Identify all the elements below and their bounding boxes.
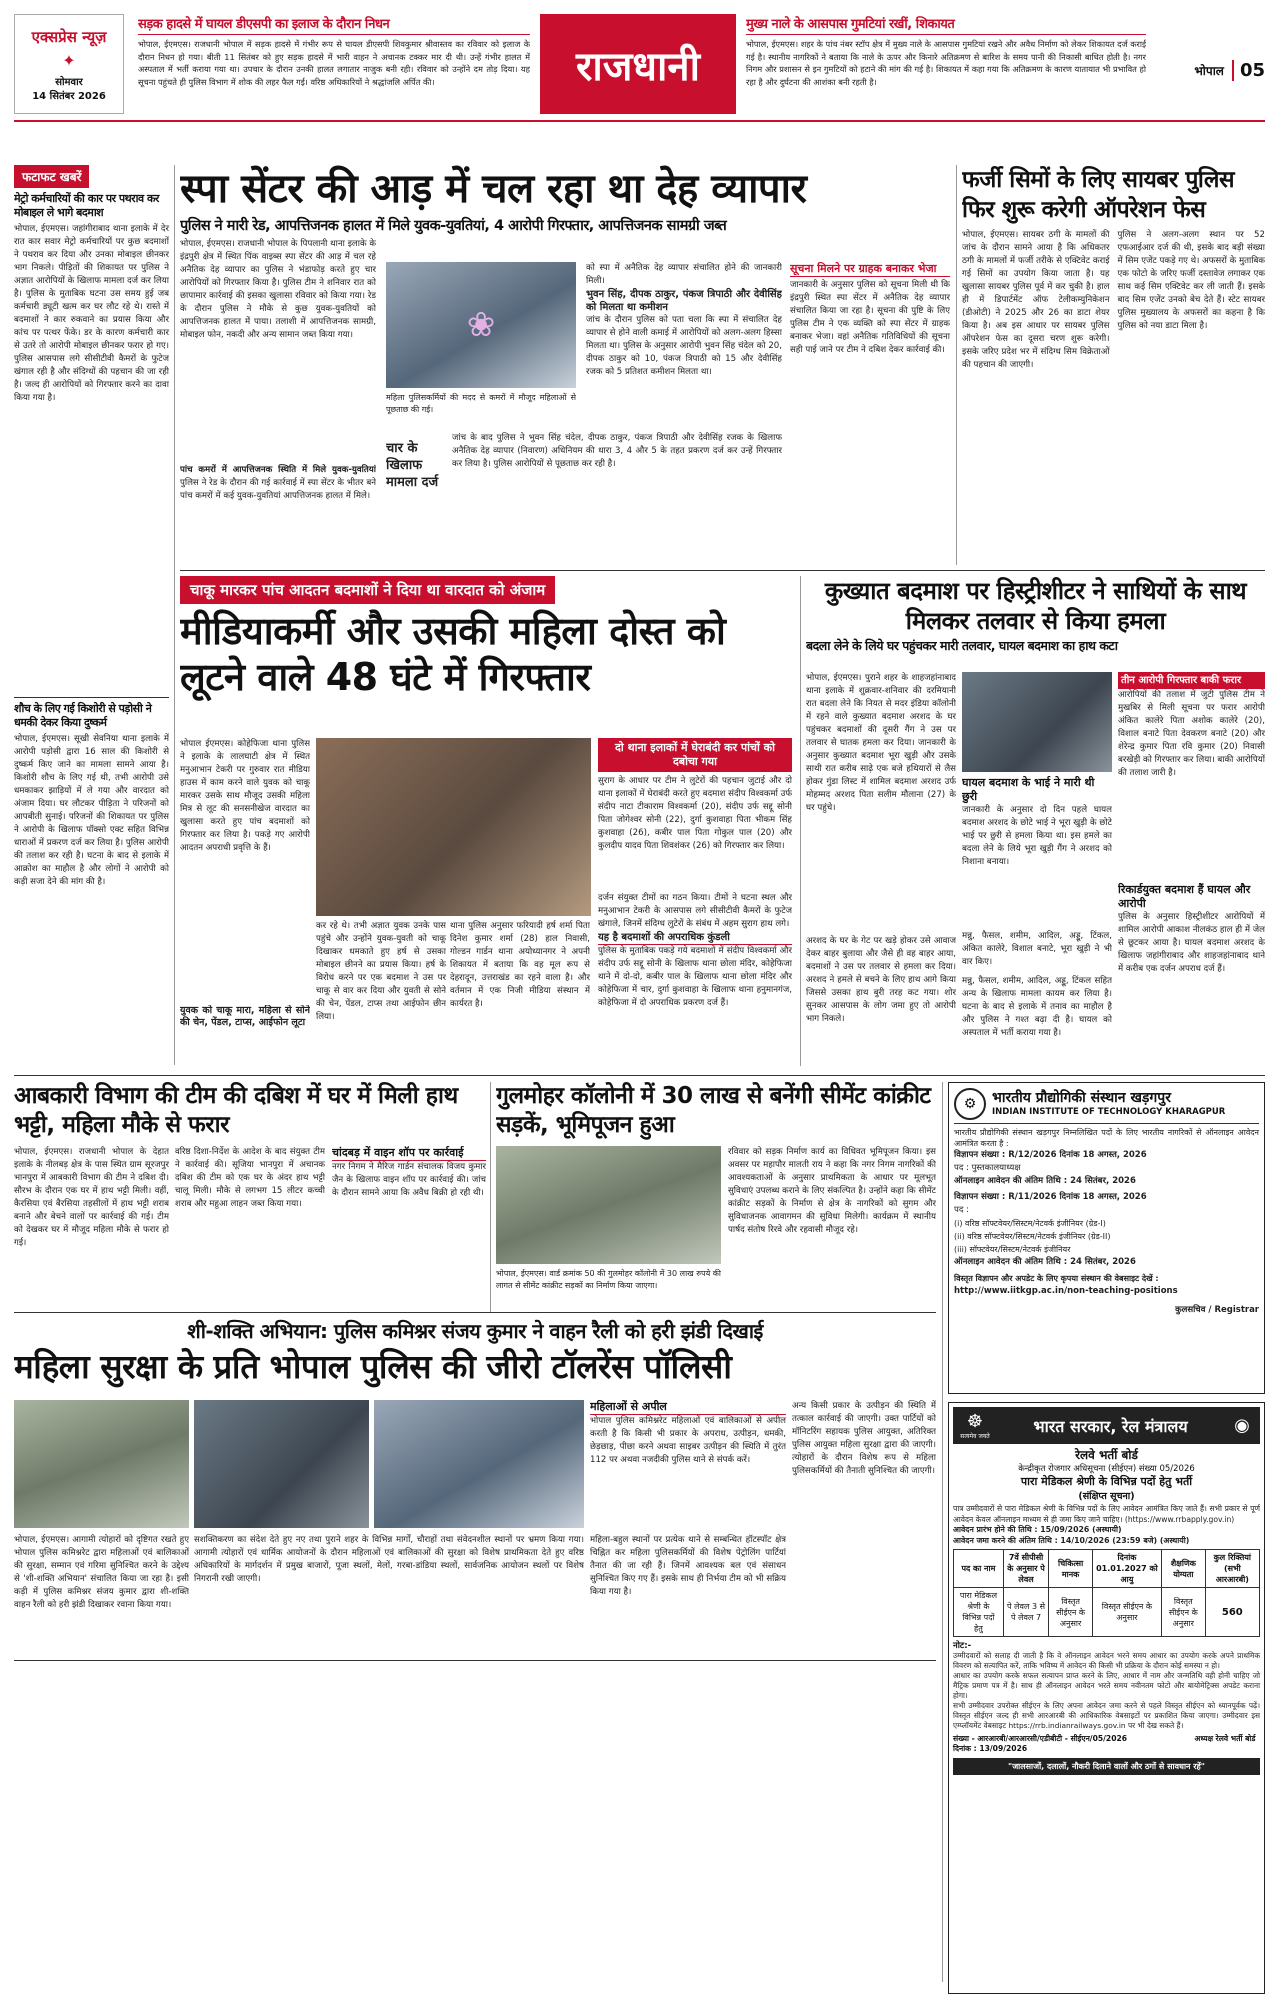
media-box-title: दो थाना इलाकों में घेराबंदी कर पांचों को दबोचा गया bbox=[598, 738, 792, 772]
paper-name: एक्सप्रेस न्यूज़ bbox=[31, 28, 107, 46]
railway-intro: पात्र उम्मीदवारों से पारा मेडिकल श्रेणी के विभिन्न पदों के लिए आवेदन आमंत्रित किए जाते हैं। सभी प्रकार से पूर्ण आवेदन केवल ऑनलाइन माध्यम से ही जमा किए जाने चाहिए। (https://www.rrbapply.gov.in) bbox=[953, 1504, 1260, 1524]
iit-sign: कुलसचिव / Registrar bbox=[1175, 1305, 1259, 1315]
railway-td-3: विस्तृत सीईएन के अनुसार bbox=[1092, 1588, 1161, 1637]
attack-box1-body: जानकारी के अनुसार दो दिन पहले घायल बदमाश अरशद के छोटे भाई ने भूरा खुड़ी के छोटे भाई पर छुरी से हमला किया था। इस हमले का बदला लेने के लिये भूरा खुड़ी गैंग ने अरशद को निशाना बनाया। bbox=[962, 805, 1112, 867]
shakti-box-body: भोपाल पुलिस कमिश्नरेट महिलाओं एवं बालिकाओं से अपील करती है कि किसी भी प्रकार के अपराध, उत्पीड़न, धमकी, छेड़छाड़, पीछा करने अथवा साइबर उत्पीड़न की स्थिति में तुरंत 112 पर अथवा नजदीकी पुलिस थाने से संपर्क करें। bbox=[590, 1416, 786, 1465]
spa-four-body: जांच के बाद पुलिस ने भुवन सिंह चंदेल, दीपक ठाकुर, पंकज त्रिपाठी और देवीसिंह रजक के खिलाफ अनैतिक देह व्यापार (निवारण) अधिनियम की धारा 3, 4 और 5 के तहत प्रकरण दर्ज कर उन्हें गिरफ्तार कर लिया है। पुलिस आरोपियों से पूछताछ कर रही है। bbox=[452, 433, 782, 469]
fatafat-label: फटाफट खबरें bbox=[14, 165, 89, 188]
attack-headline: कुख्यात बदमाश पर हिस्ट्रीशीटर ने साथियों के साथ मिलकर तलवार से किया हमला bbox=[824, 577, 1247, 635]
railway-sankhya: संख्या - आरआरबी/आरआरसी/एडीबीटी - सीईएन/05/2026 bbox=[953, 1734, 1128, 1743]
iit-intro: भारतीय प्रौद्योगिकी संस्थान खड़गपुर निम्नलिखित पदों के लिए भारतीय नागरिकों से ऑनलाइन आवेदन आमंत्रित करता है : bbox=[954, 1128, 1259, 1148]
railway-warning: "जालसाजों, दलालों, नौकरी दिलाने वालों और ठगों से सावधान रहें" bbox=[953, 1758, 1260, 1775]
media-photo bbox=[316, 738, 591, 916]
top-right-body: भोपाल, ईएमएस। शहर के पांच नंबर स्टॉप क्षेत्र में मुख्य नाले के आसपास गुमटियां रखने और अवैध निर्माण को लेकर शिकायत दर्ज कराई गई है। स्थानीय नागरिकों ने बताया कि नाले के ऊपर और किनारे अतिक्रमण से बारिश के समय पानी की निकासी बाधित होती है। नगर निगम और प्रशासन से इन गुमटियों को हटाने की मांग की गई है। शिकायत में कहा गया कि अतिक्रमण के कारण यातायात भी प्रभावित हो रहा है और दुर्घटना की आशंका बनी रहती है। bbox=[746, 39, 1146, 87]
abkari-box-body: नगर निगम ने मैरिज गार्डन संचालक विजय कुमार जैन के खिलाफ वाइन शॉप पर कार्रवाई की। जांच के दौरान सामने आया कि अवैध बिक्री हो रही थी। bbox=[332, 1162, 486, 1198]
media-box-body: सुराग के आधार पर टीम ने लुटेरों की पहचान जुटाई और दो थाना इलाकों में घेराबंदी करते हुए बदमाश संदीप विश्वकर्मा उर्फ संदीप नाटा टीकाराम विश्वकर्मा (20), संदीप उर्फ सद्दू सोनी पिता जोगेश्वर सोनी (22), दुर्गा कुशवाहा पिता भीकम सिंह कुशवाहा (26), कबीर पाल पिता गोकुल पाल (20) और कुलदीप यादव पिता शिवशंकर (26) को गिरफ्तार कर लिया। bbox=[598, 776, 792, 851]
iit-adv1: विज्ञापन संख्या : R/12/2026 दिनांक 18 अगस्त, 2026 bbox=[954, 1150, 1147, 1160]
railway-note1: उम्मीदवारों को सलाह दी जाती है कि वे ऑनलाइन आवेदन भरने समय आधार का उपयोग करके अपने प्राथमिक विवरण को सत्यापित करें, ताकि भविष्य में आवेदन की किसी भी प्रक्रिया के दौरान कोई समस्या न हो। bbox=[953, 1651, 1260, 1670]
iit-emblem-icon: ⚙ bbox=[954, 1088, 986, 1120]
cyber-story bbox=[962, 165, 1265, 565]
railway-cen: केन्द्रीकृत रोजगार अधिसूचना (सीईएन) संख्या 05/2026 bbox=[1018, 1464, 1195, 1474]
fatafat-column bbox=[14, 165, 169, 1065]
shakti-headline: महिला सुरक्षा के प्रति भोपाल पुलिस की जीरो टॉलरेंस पॉलिसी bbox=[14, 1347, 732, 1386]
attack-side2-body: पुलिस के अनुसार हिस्ट्रीशीटर आरोपियों में शामिल आरोपी आकाश नीलकंठ हाल ही में जेल से छूटकर आया है। घायल बदमाश अरशद के खिलाफ जहांगीराबाद और शाहजहांनाबाद थाने में करीब एक दर्जन अपराध दर्ज हैं। bbox=[1118, 912, 1265, 974]
railway-title: पारा मेडिकल श्रेणी के विभिन्न पदों हेतु भर्ती bbox=[1020, 1475, 1193, 1488]
shakti-photo-2 bbox=[194, 1400, 369, 1528]
shakti-col4: अन्य किसी प्रकार के उत्पीड़न की स्थिति में तत्काल कार्रवाई की जाएगी। उक्त पार्टियों को मॉनिटरिंग सहायक पुलिस आयुक्त, अतिरिक्त पुलिस आयुक्त महिला सुरक्षा द्वारा की जाएगी। त्योहारों के दौरान विशेष रूप से महिला पुलिसकर्मियों की तैनाती सुनिश्चित की जाएगी। bbox=[792, 1401, 936, 1476]
railway-subtitle: (संक्षिप्त सूचना) bbox=[1078, 1491, 1135, 1502]
media-col3 bbox=[598, 892, 792, 1070]
star-icon: ✦ bbox=[62, 51, 76, 70]
railway-td-4: विस्तृत सीईएन के अनुसार bbox=[1161, 1588, 1205, 1637]
page-number: 05 bbox=[1232, 60, 1265, 81]
spa-box bbox=[790, 262, 950, 554]
city-label: भोपाल bbox=[1194, 63, 1224, 78]
media-kicker: चाकू मारकर पांच आदतन बदमाशों ने दिया था वारदात को अंजाम bbox=[180, 576, 555, 604]
attack-box1 bbox=[962, 776, 1112, 926]
shakti-photo-1 bbox=[14, 1400, 189, 1528]
iit-last2: ऑनलाइन आवेदन की अंतिम तिथि : 24 सितंबर, 2026 bbox=[954, 1257, 1136, 1267]
iit-post2a: (i) वरिष्ठ सॉफ्टवेयर/सिस्टम/नेटवर्क इंजीनियर (ग्रेड-I) bbox=[954, 1219, 1106, 1228]
fatafat-item2-headline: शौच के लिए गई किशोरी से पड़ोसी ने धमकी देकर किया दुष्कर्म bbox=[14, 702, 152, 729]
iit-post2-label: पद : bbox=[954, 1205, 969, 1215]
media-body4: पुलिस के मुताबिक पकड़े गये बदमाशों में संदीप विश्वकर्मा और संदीप उर्फ सद्दू सोनी के खिलाफ थाना छोला मंदिर, कोहेफिजा थाने में दो-दो, कबीर पाल के खिलाफ थाना छोला मंदिर और कोहेफिजा में चार, दुर्गा कुशवाहा के खिलाफ थाना हनुमानगंज, कोहेफिजा में दो अपराधिक प्रकरण दर्ज हैं। bbox=[598, 946, 792, 1008]
spa-photo bbox=[386, 262, 576, 388]
railway-th-3: दिनांक 01.01.2027 को आयु bbox=[1092, 1550, 1161, 1588]
fatafat-item2-body: भोपाल, ईएमएस। सूखी सेवनिया थाना इलाके में आरोपी पड़ोसी द्वारा 16 साल की किशोरी से दुष्कर्म किए जाने का मामला सामने आया है। किशोरी शौच के लिए गई थी, तभी आरोपी उसे धमकाकर झाड़ियों में ले गया और वारदात को अंजाम दिया। घर लौटकर पीड़िता ने परिजनों को आपबीती सुनाई। परिजनों की शिकायत पर पुलिस ने आरोपी के खिलाफ पॉक्सो एक्ट सहित विभिन्न धाराओं में प्रकरण दर्ज कर लिया है। पुलिस आरोपी की तलाश कर रही है। घटना के बाद से इलाके में आक्रोश का माहौल है और लोगों ने आरोपी को कड़ी सजा देने की मांग की है। bbox=[14, 734, 169, 887]
fatafat-item1-headline: मेट्रो कर्मचारियों की कार पर पथराव कर मोबाइल ले भागे बदमाश bbox=[14, 192, 159, 219]
railway-table bbox=[953, 1549, 1260, 1637]
spa-body2-text: पुलिस ने रेड के दौरान की गई कार्रवाई में स्पा सेंटर के भीतर बने पांच कमरों में कई युवक-युवतियां आपत्तिजनक हालत में मिले। bbox=[180, 478, 376, 501]
attack-body: भोपाल, ईएमएस। पुराने शहर के शाहजहांनाबाद थाना इलाके में शुक्रवार-शनिवार की दरमियानी रात बदला लेने कि नियत से मदर इंडिया कॉलोनी में रहने वाले कुख्यात बदमाश अरशद के घर पहुंचकर बदमाशों की दूसरी गैंग ने उस पर तलवार से घातक हमला कर दिया। जानकारी के अनुसार कुख्यात बदमाश भूरा खुड़ी और उसके साथी रात करीब साढ़े एक बजे हथियारों से लैस होकर गुंडा लिस्ट में शामिल बदमाश अरशद उर्फ मोहम्मद अरशद पिता सलीम मौलाना (27) के घर पहुंचे। bbox=[806, 673, 956, 813]
shakti-body: भोपाल, ईएमएस। आगामी त्योहारों को दृष्टिगत रखते हुए भोपाल पुलिस कमिश्नरेट द्वारा महिलाओं एवं बालिकाओं की सुरक्षा, सम्मान एवं गरिमा सुनिश्चित करने के उद्देश्य से 'शी-शक्ति अभियान' संचालित किया जा रहा है। इसी कड़ी में पुलिस कमिश्नर संजय कुमार द्वारा शी-शक्ति वाहन रैली को हरी झंडी दिखाकर रवाना किया गया। bbox=[14, 1535, 189, 1610]
section-banner bbox=[540, 14, 736, 114]
spa-body2 bbox=[180, 464, 376, 554]
attack-col2: मन्नु, फैसल, शमीम, आदिल, अड्डू, टिंकल, अंकित कालेरे, विशाल बनाटे, भूरा खुड़ी ने भी वार किए। bbox=[962, 931, 1112, 967]
railway-th-1: 7वें सीपीसी के अनुसार पे लेवल bbox=[1003, 1550, 1048, 1588]
abkari-headline: आबकारी विभाग की टीम की दबिश में घर में मिली हाथ भट्टी, महिला मौके से फरार bbox=[14, 1083, 458, 1138]
cyber-body: भोपाल, ईएमएस। सायबर ठगी के मामलों की जांच के दौरान सामने आया है कि अधिकतर ठगी के मामलों में फर्जी तरीके से एक्टिवेट कराई गई सिमों का उपयोग किया जाता है। यह खुलासा सायबर पुलिस पूर्व में कर चुकी है। हाल ही में डिपार्टमेंट ऑफ टेलीकम्युनिकेशन (डीओटी) ने 2025 और 26 का डाटा शेयर किया है। अब इस आधार पर सायबर पुलिस ऑपरेशन फेस का दूसरा चरण शुरू करेगी। इसके जरिए प्रदेश भर में संदिग्ध सिम विक्रेताओं की पहचान की जाएगी। bbox=[962, 230, 1110, 370]
top-left-headline: सड़क हादसे में घायल डीएसपी का इलाज के दौरान निधन bbox=[138, 14, 530, 35]
attack-body2: अरशद के घर के गेट पर खड़े होकर उसे आवाज देकर बाहर बुलाया और जैसे ही वह बाहर आया, बदमाशों ने उस पर तलवार से हमला कर दिया। अरशद ने हमले से बचने के लिए हाथ आगे किया जिससे उसका हाथ बुरी तरह कट गया। शोर सुनकर आसपास के लोग जमा हुए तो आरोपी भाग निकले। bbox=[806, 936, 956, 1024]
spa-body: भोपाल, ईएमएस। राजधानी भोपाल के पिपलानी थाना इलाके के इंद्रपुरी क्षेत्र में स्थित पिंक वाइब्स स्पा सेंटर की आड़ में चल रहे अनैतिक देह व्यापार का पुलिस ने भंडाफोड़ करते हुए चार आरोपियों को गिरफ्तार किया है। पुलिस टीम ने शनिवार रात को छापामार कार्रवाई की इसका खुलासा रविवार को किया गया। रेड के दौरान पुलिस ने मौके से कुछ युवक-युवतियों को आपत्तिजनक हालत में पाया। तलाशी में आपत्तिजनक सामग्री, मोबाइल फोन, नकदी और अन्य सामान जब्त किया गया। bbox=[180, 239, 376, 340]
spa-col3-text: को स्पा में अनैतिक देह व्यापार संचालित होने की जानकारी मिली। bbox=[586, 263, 782, 286]
abkari-body: भोपाल, ईएमएस। राजधानी भोपाल के देहात इलाके के नीलबड़ क्षेत्र के पास स्थित ग्राम सूरजपुर भानपुरा में आबकारी विभाग की टीम ने दबिश दी। सौरभ के दौरान एक घर में हाथ भट्टी मिली। वहीं, कैरसिया एवं बैरसिया तहसीलों में हाथ भट्टी शराब बनाने और बेचने वालों पर कार्रवाई की गई। टीम को देखकर घर में मौजूद महिला मौके से फरार हो गई। bbox=[14, 1147, 169, 1248]
attack-side1-title: तीन आरोपी गिरफ्तार बाकी फरार bbox=[1118, 672, 1265, 689]
top-left-story bbox=[138, 14, 530, 114]
spa-four-title: चार के खिलाफ मामला दर्ज bbox=[386, 441, 439, 490]
railway-td-2: विस्तृत सीईएन के अनुसार bbox=[1049, 1588, 1093, 1637]
media-sub3: यह है बदमाशों की अपराधिक कुंडली bbox=[598, 931, 792, 945]
railway-td-5: 560 bbox=[1205, 1588, 1259, 1637]
spa-box-title: सूचना मिलने पर ग्राहक बनाकर भेजा bbox=[790, 262, 950, 277]
media-col2: कर रहे थे। तभी अज्ञात युवक उनके पास पहुंचे और उन्होंने युवक-युवती को चाकू दिखाकर धमकाते हुए हर्ष से उसका मोबाइल छीनने का प्रयास किया। हर्ष के विरोध करने पर एक बदमाश ने उस पर चाकू से वार कर दिया और युवती से सोने की चेन, पेंडल, टाप्स तथा आईफोन छीन लिया। bbox=[316, 921, 446, 1022]
section-title: राजधानी bbox=[576, 43, 700, 90]
shakti-box bbox=[590, 1400, 786, 1528]
railway-note3: सभी उम्मीदवार उपरोक्त सीईएन के लिए अपना आवेदन जमा करने से पहले विस्तृत सीईएन को ध्यानपूर्वक पढ़ें। विस्तृत सीईएन जल्द ही सभी आरआरबी की आधिकारिक वेबसाइटों पर प्रकाशित किया जाएगा। उम्मीदवार इस एम्प्लॉयमेंट वेबसाइट https://rrb.indianrailways.gov.in पर भी देख सकते हैं। bbox=[953, 1701, 1260, 1730]
iit-last1: ऑनलाइन आवेदन की अंतिम तिथि : 24 सितंबर, 2026 bbox=[954, 1176, 1136, 1186]
shakti-story bbox=[14, 1318, 936, 1398]
railway-note2: आधार का उपयोग करके सफल सत्यापन प्राप्त करने के लिए, आधार में नाम और जन्मतिथि वही होनी चाहिए जो मैट्रिक प्रमाण पत्र में है। साथ ही ऑनलाइन आवेदन भरते समय नवीनतम फोटो और बायोमेट्रिक्स अपडेट कराना होगा। bbox=[953, 1671, 1260, 1700]
page-info bbox=[1150, 55, 1265, 85]
spa-photo-caption: महिला पुलिसकर्मियों की मदद से कमरों में मौजूद महिलाओं से पूछताछ की गई। bbox=[386, 393, 576, 414]
cyber-body2: पुलिस ने अलग-अलग स्थान पर 52 एफआईआर दर्ज की थी, इसके बाद बड़ी संख्या में सिम एजेंट पकड़े गए थे। अफसरों के मुताबिक एक फोटो के जरिए फर्जी दस्तावेज लगाकर एक साथ कई सिम एक्टिवेट कर ली जाती हैं। इसके बाद सिम एजेंट उनको बेच देते हैं। स्टेट सायबर पुलिस मुख्यालय के अफसरों का कहना है कि पुलिस को नया डाटा मिला है। bbox=[1117, 230, 1265, 331]
spa-subhead: पुलिस ने मारी रेड, आपत्तिजनक हालत में मिले युवक-युवतियां, 4 आरोपी गिरफ्तार, आपत्तिजनक सामग्री जब्त bbox=[180, 218, 727, 234]
attack-subhead: बदला लेने के लिये घर पहुंचकर मारी तलवार, घायल बदमाश का हाथ कटा bbox=[806, 638, 1118, 653]
attack-side1-body: आरोपियों की तलाश में जुटी पुलिस टीम ने मुखबिर से मिली सूचना पर फरार आरोपी अंकित कालेरे पिता अशोक कालेरे (20), विशाल बनाटे पिता देवकरण बनाटे (20) और शेरेन्द्र कुमार पिता रवि कुमार (20) निवासी बरखेड़ी को गिरफ्तार कर लिया। बाकी आरोपियों की तलाश जारी है। bbox=[1118, 690, 1265, 778]
railway-td-0: पारा मेडिकल श्रेणी के विभिन्न पदों हेतु bbox=[954, 1588, 1004, 1637]
iit-hindi-name: भारतीय प्रौद्योगिकी संस्थान खड़गपुर bbox=[992, 1090, 1171, 1106]
top-left-body: भोपाल, ईएमएस। राजधानी भोपाल में सड़क हादसे में गंभीर रूप से घायल डीएसपी शिवकुमार श्रीवास्तव का रविवार को इलाज के दौरान निधन हो गया। बीती 11 सितंबर को हुए सड़क हादसे में भारी वाहन ने अचानक टक्कर मार दी थी। उन्हें गंभीर हालत में अस्पताल में भर्ती कराया गया था। उपचार के दौरान उनकी हालत लगातार नाजुक बनी रही। रविवार को उन्होंने दम तोड़ दिया। यह सूचना पहुंचते ही पुलिस विभाग में शोक की लहर फैल गई। वरिष्ठ अधिकारियों ने श्रद्धांजलि अर्पित की। bbox=[138, 39, 530, 87]
attack-col3: मन्नु, फैसल, शमीम, आदिल, अड्डू, टिंकल सहित अन्य के खिलाफ मामला कायम कर लिया है। घटना के बाद से इलाके में तनाव का माहौल है और पुलिस ने गश्त बढ़ा दी है। घायल को अस्पताल में भर्ती कराया गया है। bbox=[962, 976, 1112, 1038]
masthead-logo-box bbox=[14, 14, 124, 114]
gulmohar-headline: गुलमोहर कॉलोनी में 30 लाख से बनेंगी सीमेंट कांक्रीट सड़कें, भूमिपूजन हुआ bbox=[496, 1083, 931, 1138]
abkari-box-title: चांदबड़ में वाइन शॉप पर कार्रवाई bbox=[332, 1146, 486, 1161]
shakti-col2: सशक्तिकरण का संदेश देते हुए नए तथा पुराने शहर के विभिन्न मार्गों, चौराहों तथा संवेदनशील स्थानों पर भ्रमण किया गया। आगामी त्योहारों एवं धार्मिक आयोजनों के दौरान महिलाओं एवं बालिकाओं की सुरक्षा को विशेष प्राथमिकता देते हुए वरिष्ठ अधिकारियों के मार्गदर्शन में प्रमुख बाजारों, पूजा स्थलों, मेलों, गरबा-डांडिया स्थलों, सार्वजनिक आयोजन स्थलों पर विशेष निगरानी रखी जाएगी। bbox=[194, 1535, 584, 1584]
spa-headline: स्पा सेंटर की आड़ में चल रहा था देह व्यापार bbox=[180, 166, 807, 212]
railway-ad-inner bbox=[949, 1403, 1264, 1993]
media-sub1 bbox=[180, 1005, 310, 1070]
top-right-story bbox=[746, 14, 1146, 114]
date-label: 14 सितंबर 2026 bbox=[32, 91, 106, 102]
iit-post2c: (iii) सॉफ्टवेयर/सिस्टम/नेटवर्क इंजीनियर bbox=[954, 1245, 1071, 1254]
spa-box-body: जानकारी के अनुसार पुलिस को सूचना मिली थी कि इंद्रपुरी स्थित स्पा सेंटर में अनैतिक देह व्यापार संचालित किया जा रहा है। सूचना की पुष्टि के लिए पुलिस टीम ने एक व्यक्ति को स्पा सेंटर में ग्राहक बनाकर भेजा। वहां अनैतिक गतिविधियों की सूचना सही पाई जाने पर टीम ने दबिश देकर कार्रवाई की। bbox=[790, 280, 950, 355]
railway-board: रेलवे भर्ती बोर्ड bbox=[1075, 1448, 1138, 1462]
iit-post1: पद : पुस्तकालयाध्यक्ष bbox=[954, 1163, 1021, 1173]
lotus-icon: ❀ bbox=[466, 305, 496, 345]
shakti-col3: महिला-बहुल स्थानों पर प्रत्येक थाने से सम्बन्धित हॉटस्पॉट क्षेत्र चिह्नित कर महिला पुलिसकर्मियों की विशेष पेट्रोलिंग पार्टियां तैनात की जा रही हैं। जिनमें आवश्यक बल एवं संसाधन सुनिश्चित किए गए हैं। इसके साथ ही निर्भया टीम को भी सक्रिय किया गया है। bbox=[590, 1535, 786, 1597]
gulmohar-photo bbox=[496, 1146, 721, 1264]
media-body: भोपाल ईएमएस। कोहेफिजा थाना पुलिस ने इलाके के लालघाटी क्षेत्र में स्थित मनुआभान टेकरी पर गुरुवार रात मीडिया हाउस में काम करने वाले युवक को चाकू मारकर उसके साथ मौजूद उसकी महिला मित्र से लूट की सनसनीखेज वारदात का खुलासा करते हुए पांच बदमाशों को गिरफ्तार कर लिया है। पकड़े गए आरोपी आदतन अपराधी प्रवृत्ति के हैं। bbox=[180, 739, 310, 853]
abkari-box bbox=[332, 1146, 486, 1306]
attack-side2-title: रिकार्डयुक्त बदमाश हैं घायल और आरोपी bbox=[1118, 883, 1251, 910]
railway-dinank: दिनांक : 13/09/2026 bbox=[953, 1744, 1028, 1753]
attack-photo bbox=[962, 672, 1112, 772]
railway-th-0: पद का नाम bbox=[954, 1550, 1004, 1588]
shakti-photo-3 bbox=[374, 1400, 584, 1528]
rail-logo-icon: ◉ bbox=[1234, 1415, 1250, 1436]
iit-url[interactable]: http://www.iitkgp.ac.in/non-teaching-positions bbox=[954, 1286, 1178, 1296]
iit-ad bbox=[948, 1082, 1265, 1394]
iit-adv2: विज्ञापन संख्या : R/11/2026 दिनांक 18 अगस्त, 2026 bbox=[954, 1192, 1147, 1202]
cyber-headline: फर्जी सिमों के लिए सायबर पुलिस फिर शुरू करेगी ऑपरेशन फेस bbox=[962, 167, 1234, 223]
railway-th-5: कुल रिक्तियां (सभी आरआरबी) bbox=[1205, 1550, 1259, 1588]
shakti-box-title: महिलाओं से अपील bbox=[590, 1400, 786, 1415]
railway-chairman: अध्यक्ष रेलवे भर्ती बोर्ड bbox=[1194, 1734, 1256, 1743]
attack-side bbox=[1118, 672, 1265, 1065]
spa-col3 bbox=[586, 262, 782, 432]
media-headline: मीडियाकर्मी और उसकी महिला दोस्त को लूटने वाले 48 घंटे में गिरफ्तार bbox=[180, 609, 726, 699]
emblem-icon: ☸ bbox=[966, 1411, 984, 1432]
media-box bbox=[598, 738, 792, 888]
media-col3b: दर्जन संयुक्त टीमों का गठन किया। टीमों ने घटना स्थल और मनुआभान टेकरी के आसपास लगे सीसीटीवी कैमरों के फुटेज खंगाले, जिनमें संदिग्ध लुटेरों के संबंध में अहम सुराग हाथ लगे। bbox=[598, 893, 792, 929]
table-row bbox=[954, 1588, 1260, 1637]
railway-td-1: पे लेवल 3 से पे लेवल 7 bbox=[1003, 1588, 1048, 1637]
gulmohar-body: रविवार को सड़क निर्माण कार्य का विधिवत भूमिपूजन किया। इस अवसर पर महापौर मालती राय ने कहा कि नगर निगम नागरिकों की आवश्यकताओं के अनुसार प्राथमिकता के आधार पर मूलभूत सुविधाएं उपलब्ध कराने के लिए संकल्पित है। उन्होंने कहा कि सीमेंट कांक्रीट सड़कों के निर्माण से क्षेत्र के नागरिकों को सुगम और सुविधाजनक आवागमन की सुविधा मिलेगी। कार्यक्रम में स्थानीय पार्षद संतोष रिरवे और रहवासी मौजूद रहे। bbox=[728, 1147, 936, 1235]
railway-notes-label: नोट:- bbox=[953, 1641, 972, 1651]
day-label: सोमवार bbox=[55, 77, 83, 88]
top-right-headline: मुख्य नाले के आसपास गुमटियां रखीं, शिकायत bbox=[746, 14, 1146, 35]
shakti-kicker: शी-शक्ति अभियान: पुलिस कमिश्नर संजय कुमार ने वाहन रैली को हरी झंडी दिखाई bbox=[187, 1319, 763, 1343]
iit-website-note: विस्तृत विज्ञापन और अपडेट के लिए कृपया संस्थान की वेबसाइट देखें : bbox=[954, 1274, 1159, 1283]
railway-th-4: शैक्षणिक योग्यता bbox=[1161, 1550, 1205, 1588]
railway-start: आवेदन प्रारंभ होने की तिथि : 15/09/2026 (अस्थायी) bbox=[953, 1525, 1122, 1534]
iit-post2b: (ii) वरिष्ठ सॉफ्टवेयर/सिस्टम/नेटवर्क इंजीनियर (ग्रेड-II) bbox=[954, 1232, 1111, 1241]
attack-box1-title: घायल बदमाश के भाई ने मारी थी छुरी bbox=[962, 776, 1095, 803]
spa-col3-head: भुवन सिंह, दीपक ठाकुर, पंकज त्रिपाठी और देवीसिंह को मिलता था कमीशन bbox=[586, 289, 782, 313]
railway-ministry: भारत सरकार, रेल मंत्रालय bbox=[1033, 1416, 1188, 1436]
fatafat-item1-body: भोपाल, ईएमएस। जहांगीराबाद थाना इलाके में देर रात कार सवार मेट्रो कर्मचारियों पर कुछ बदमाशों ने पथराव कर दिया और उनका मोबाइल छीनकर भाग निकले। पीड़ितों की शिकायत पर पुलिस ने अज्ञात आरोपियों के खिलाफ मामला दर्ज कर लिया है। पुलिस के मुताबिक घटना उस समय हुई जब कर्मचारी ड्यूटी खत्म कर घर लौट रहे थे। रास्ते में बदमाशों ने कार रुकवाने का प्रयास किया और कांच पर पत्थर फेंके। डर के कारण कर्मचारी कार से उतरे तो आरोपी मोबाइल छीनकर फरार हो गए। पुलिस आसपास लगे सीसीटीवी कैमरों के फुटेज खंगाल रही है और संदिग्धों की पहचान की जा रही है। जल्द ही आरोपियों को गिरफ्तार करने का दावा किया गया है। bbox=[14, 224, 169, 403]
spa-body2-head: पांच कमरों में आपत्तिजनक स्थिति में मिले युवक-युवतियां bbox=[180, 465, 376, 475]
railway-end: आवेदन जमा करने की अंतिम तिथि : 14/10/2026 (23:59 बजे) (अस्थायी) bbox=[953, 1535, 1190, 1545]
media-body2: थाना पुलिस अनुसार फरियादी हर्ष शर्मा पिता दिनेश कुमार शर्मा (28) हाल निवासी, गोल्डन गार्डन थाना अयोध्यानगर ने अपनी शिकायत में बताया कि वह मूल रूप से देहरादून, उत्तराखंड का रहने वाला है। और वर्तमान में एक निजी मीडिया संस्थान में कार्यरत है। bbox=[450, 921, 590, 1009]
railway-logo-caption: सत्यमेव जयते bbox=[960, 1433, 990, 1440]
spa-col3-body: जांच के दौरान पुलिस को पता चला कि स्पा में संचालित देह व्यापार से होने वाली कमाई में आरोपियों को अलग-अलग हिस्सा मिलता था। पुलिस के अनुसार आरोपी भुवन सिंह चंदेल को 20, दीपक ठाकुर को 10, पंकज त्रिपाठी को 15 और देवीसिंह रजक को 5 प्रतिशत कमीशन मिलता था। bbox=[586, 315, 782, 377]
gulmohar-photo-caption: भोपाल, ईएमएस। वार्ड क्रमांक 50 की गुलमोहर कॉलोनी में 30 लाख रुपये की लागत से सीमेंट कांक्रीट सड़कों का निर्माण किया जाएगा। bbox=[496, 1269, 721, 1290]
railway-th-2: चिकित्सा मानक bbox=[1049, 1550, 1093, 1588]
iit-eng-name: INDIAN INSTITUTE OF TECHNOLOGY KHARAGPUR bbox=[992, 1107, 1226, 1117]
media-sub1-head: युवक को चाकू मारा, महिला से सोने की चेन, पेंडल, टाप्स, आईफोन लूटा bbox=[180, 1005, 310, 1028]
abkari-col2: वरिष्ठ दिशा-निर्देश के आदेश के बाद संयुक्त टीम ने कार्रवाई की। सूजिया भानपुरा में अचानक दबिश की टीम को एक घर के अंदर हाथ भट्टी चालू मिली। मौके से लगभग 15 लीटर कच्ची शराब और महुआ लाहन जब्त किया गया। bbox=[175, 1147, 325, 1209]
